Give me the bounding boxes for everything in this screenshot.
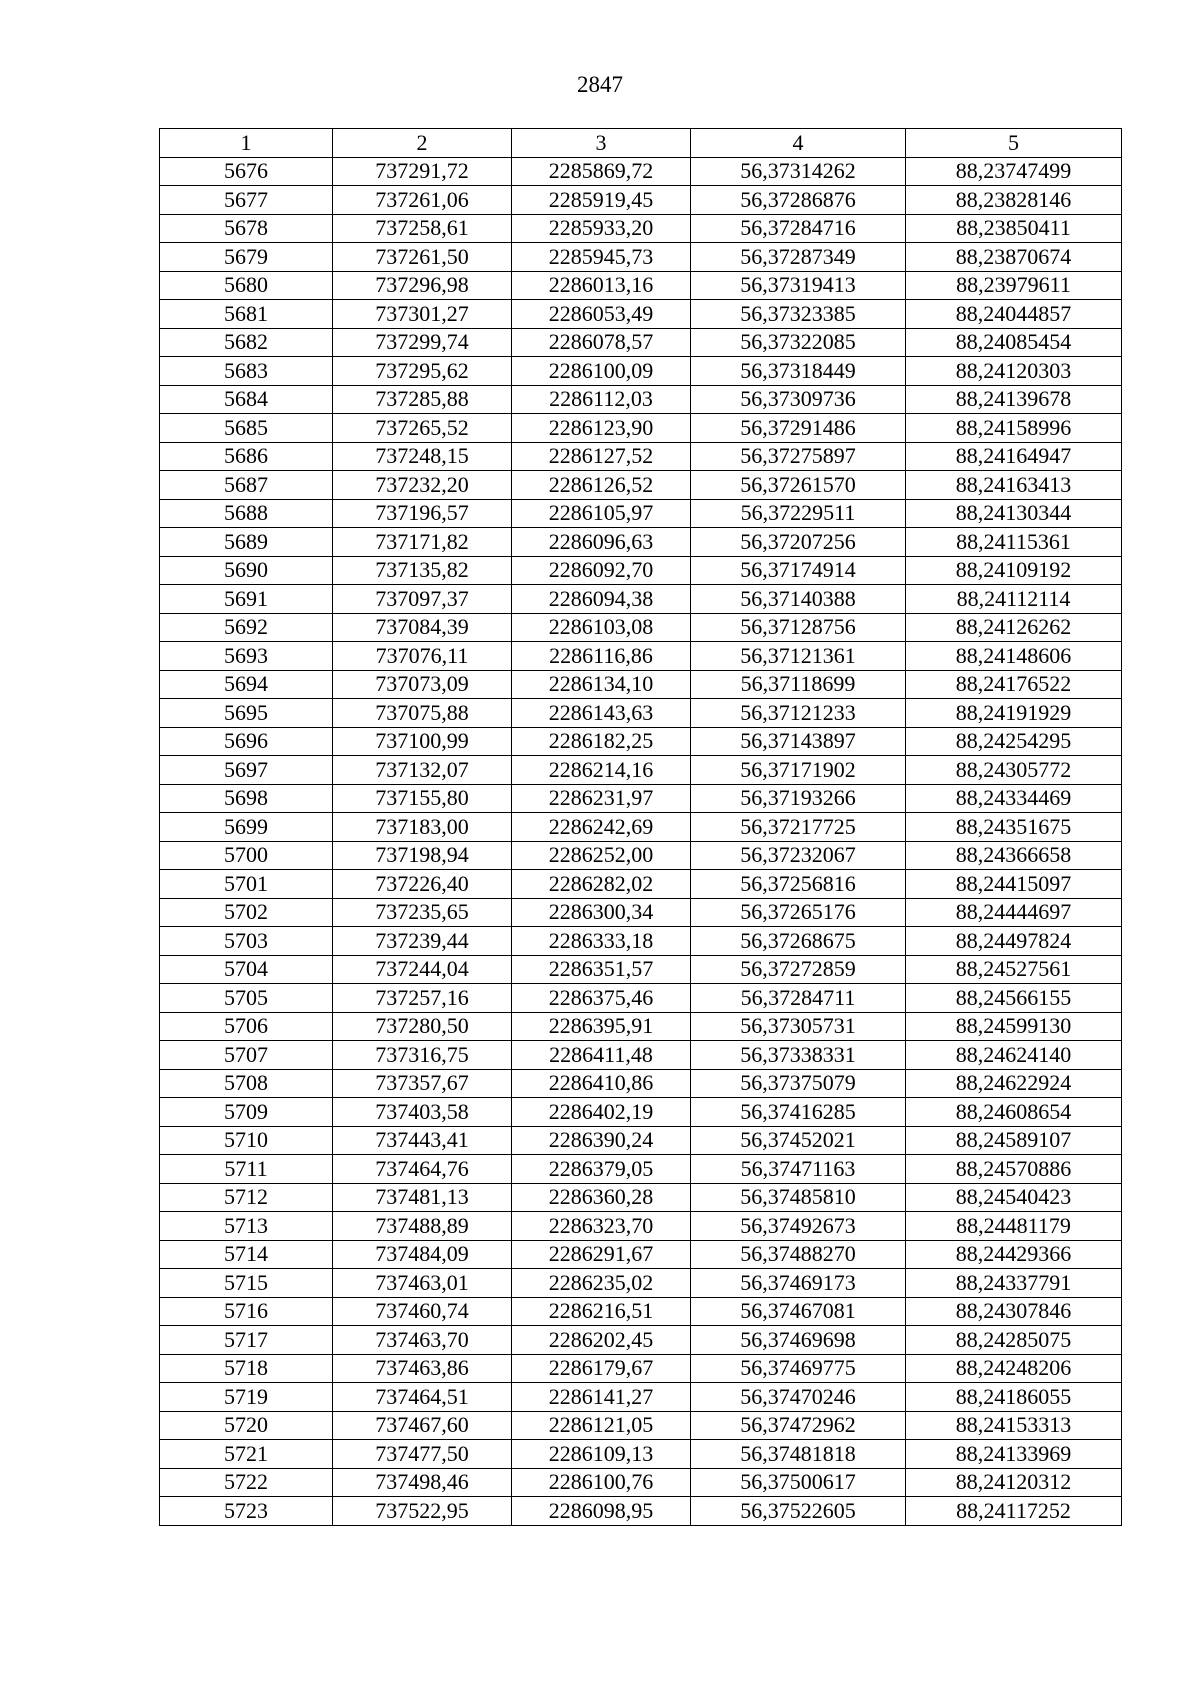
table-cell-col-3: 2285869,72 <box>512 157 691 186</box>
table-row <box>160 699 1122 728</box>
table-cell-col-1: 5703 <box>160 927 333 956</box>
table-cell-col-2: 737257,16 <box>333 984 512 1013</box>
table-cell-col-3: 2286390,24 <box>512 1126 691 1155</box>
table-cell-col-2: 737183,00 <box>333 813 512 842</box>
table-cell-col-4: 56,37319413 <box>691 271 906 300</box>
table-cell-col-3: 2286231,97 <box>512 784 691 813</box>
table-cell-col-4: 56,37323385 <box>691 300 906 329</box>
table-cell-col-5: 88,24429366 <box>906 1240 1122 1269</box>
table-cell-col-4: 56,37193266 <box>691 784 906 813</box>
table-cell-col-4: 56,37452021 <box>691 1126 906 1155</box>
table-row <box>160 186 1122 215</box>
table-row <box>160 442 1122 471</box>
table-cell-col-2: 737463,01 <box>333 1269 512 1298</box>
table-cell-col-2: 737463,86 <box>333 1354 512 1383</box>
column-header-5: 5 <box>906 129 1122 158</box>
table-cell-col-1: 5692 <box>160 613 333 642</box>
table-row <box>160 784 1122 813</box>
table-row <box>160 756 1122 785</box>
table-row <box>160 1212 1122 1241</box>
table-cell-col-4: 56,37217725 <box>691 813 906 842</box>
table-cell-col-5: 88,24608654 <box>906 1098 1122 1127</box>
table-cell-col-4: 56,37338331 <box>691 1041 906 1070</box>
table-cell-col-2: 737135,82 <box>333 556 512 585</box>
table-cell-col-5: 88,24624140 <box>906 1041 1122 1070</box>
table-cell-col-1: 5701 <box>160 870 333 899</box>
table-cell-col-4: 56,37171902 <box>691 756 906 785</box>
table-row <box>160 642 1122 671</box>
table-cell-col-2: 737198,94 <box>333 841 512 870</box>
table-cell-col-1: 5678 <box>160 214 333 243</box>
table-cell-col-3: 2286402,19 <box>512 1098 691 1127</box>
table-cell-col-3: 2286242,69 <box>512 813 691 842</box>
table-row <box>160 328 1122 357</box>
table-cell-col-2: 737295,62 <box>333 357 512 386</box>
table-cell-col-2: 737522,95 <box>333 1497 512 1526</box>
table-cell-col-3: 2286235,02 <box>512 1269 691 1298</box>
table-cell-col-1: 5722 <box>160 1468 333 1497</box>
table-cell-col-3: 2286411,48 <box>512 1041 691 1070</box>
table-cell-col-3: 2285919,45 <box>512 186 691 215</box>
table-row <box>160 1383 1122 1412</box>
table-cell-col-4: 56,37309736 <box>691 385 906 414</box>
table-cell-col-4: 56,37121233 <box>691 699 906 728</box>
table-header-row <box>160 129 1122 158</box>
table-row <box>160 1069 1122 1098</box>
table-cell-col-3: 2286214,16 <box>512 756 691 785</box>
table-cell-col-4: 56,37284711 <box>691 984 906 1013</box>
table-cell-col-5: 88,24366658 <box>906 841 1122 870</box>
table-cell-col-2: 737481,13 <box>333 1183 512 1212</box>
table-cell-col-2: 737484,09 <box>333 1240 512 1269</box>
table-cell-col-2: 737239,44 <box>333 927 512 956</box>
table-cell-col-1: 5714 <box>160 1240 333 1269</box>
table-cell-col-3: 2286375,46 <box>512 984 691 1013</box>
table-cell-col-2: 737488,89 <box>333 1212 512 1241</box>
table-row <box>160 357 1122 386</box>
table-cell-col-3: 2286351,57 <box>512 955 691 984</box>
table-row <box>160 1041 1122 1070</box>
table-cell-col-1: 5681 <box>160 300 333 329</box>
table-cell-col-4: 56,37314262 <box>691 157 906 186</box>
table-cell-col-5: 88,24570886 <box>906 1155 1122 1184</box>
table-row <box>160 984 1122 1013</box>
table-cell-col-3: 2286134,10 <box>512 670 691 699</box>
table-cell-col-5: 88,24599130 <box>906 1012 1122 1041</box>
table-row <box>160 1468 1122 1497</box>
table-cell-col-2: 737196,57 <box>333 499 512 528</box>
page-number: 2847 <box>577 72 623 97</box>
table-cell-col-2: 737291,72 <box>333 157 512 186</box>
table-cell-col-3: 2286100,76 <box>512 1468 691 1497</box>
table-cell-col-3: 2286395,91 <box>512 1012 691 1041</box>
table-cell-col-2: 737100,99 <box>333 727 512 756</box>
table-row <box>160 1155 1122 1184</box>
table-cell-col-4: 56,37471163 <box>691 1155 906 1184</box>
table-cell-col-2: 737244,04 <box>333 955 512 984</box>
table-row <box>160 385 1122 414</box>
table-cell-col-3: 2286013,16 <box>512 271 691 300</box>
table-cell-col-5: 88,23828146 <box>906 186 1122 215</box>
table-cell-col-3: 2286092,70 <box>512 556 691 585</box>
table-row <box>160 955 1122 984</box>
table-cell-col-3: 2286202,45 <box>512 1326 691 1355</box>
table-cell-col-5: 88,24351675 <box>906 813 1122 842</box>
table-cell-col-2: 737280,50 <box>333 1012 512 1041</box>
table-cell-col-3: 2286127,52 <box>512 442 691 471</box>
table-row <box>160 414 1122 443</box>
table-cell-col-5: 88,24307846 <box>906 1297 1122 1326</box>
table-row <box>160 927 1122 956</box>
table-cell-col-1: 5683 <box>160 357 333 386</box>
table-cell-col-2: 737443,41 <box>333 1126 512 1155</box>
table-cell-col-3: 2285945,73 <box>512 243 691 272</box>
table-cell-col-1: 5713 <box>160 1212 333 1241</box>
table-cell-col-5: 88,24481179 <box>906 1212 1122 1241</box>
table-cell-col-3: 2286360,28 <box>512 1183 691 1212</box>
table-cell-col-3: 2286105,97 <box>512 499 691 528</box>
table-row <box>160 1098 1122 1127</box>
table-cell-col-1: 5685 <box>160 414 333 443</box>
table-row <box>160 727 1122 756</box>
table-cell-col-2: 737261,06 <box>333 186 512 215</box>
table-cell-col-1: 5709 <box>160 1098 333 1127</box>
table-cell-col-2: 737235,65 <box>333 898 512 927</box>
table-row <box>160 1012 1122 1041</box>
table-cell-col-2: 737463,70 <box>333 1326 512 1355</box>
table-cell-col-4: 56,37268675 <box>691 927 906 956</box>
table-cell-col-3: 2286410,86 <box>512 1069 691 1098</box>
table-cell-col-4: 56,37467081 <box>691 1297 906 1326</box>
table-cell-col-4: 56,37232067 <box>691 841 906 870</box>
table-cell-col-2: 737075,88 <box>333 699 512 728</box>
coordinates-table <box>159 128 1122 1526</box>
table-cell-col-4: 56,37500617 <box>691 1468 906 1497</box>
table-row <box>160 556 1122 585</box>
table-cell-col-4: 56,37272859 <box>691 955 906 984</box>
table-cell-col-2: 737498,46 <box>333 1468 512 1497</box>
table-cell-col-3: 2286282,02 <box>512 870 691 899</box>
column-header-3: 3 <box>512 129 691 158</box>
table-cell-col-3: 2286053,49 <box>512 300 691 329</box>
table-cell-col-5: 88,24248206 <box>906 1354 1122 1383</box>
table-cell-col-2: 737248,15 <box>333 442 512 471</box>
table-cell-col-1: 5686 <box>160 442 333 471</box>
table-row <box>160 585 1122 614</box>
table-cell-col-4: 56,37287349 <box>691 243 906 272</box>
table-cell-col-4: 56,37492673 <box>691 1212 906 1241</box>
table-cell-col-2: 737232,20 <box>333 471 512 500</box>
table-cell-col-1: 5693 <box>160 642 333 671</box>
table-cell-col-1: 5699 <box>160 813 333 842</box>
table-cell-col-2: 737299,74 <box>333 328 512 357</box>
table-cell-col-5: 88,24117252 <box>906 1497 1122 1526</box>
table-cell-col-2: 737073,09 <box>333 670 512 699</box>
table-cell-col-3: 2286116,86 <box>512 642 691 671</box>
table-cell-col-2: 737265,52 <box>333 414 512 443</box>
table-cell-col-5: 88,24163413 <box>906 471 1122 500</box>
table-cell-col-3: 2286141,27 <box>512 1383 691 1412</box>
table-cell-col-1: 5691 <box>160 585 333 614</box>
table-cell-col-5: 88,24527561 <box>906 955 1122 984</box>
table-cell-col-2: 737316,75 <box>333 1041 512 1070</box>
table-cell-col-4: 56,37485810 <box>691 1183 906 1212</box>
table-cell-col-1: 5718 <box>160 1354 333 1383</box>
table-cell-col-4: 56,37469698 <box>691 1326 906 1355</box>
table-row <box>160 471 1122 500</box>
table-cell-col-2: 737132,07 <box>333 756 512 785</box>
table-cell-col-5: 88,24337791 <box>906 1269 1122 1298</box>
table-cell-col-5: 88,24115361 <box>906 528 1122 557</box>
table-cell-col-5: 88,23850411 <box>906 214 1122 243</box>
table-cell-col-3: 2286291,67 <box>512 1240 691 1269</box>
table-cell-col-3: 2286123,90 <box>512 414 691 443</box>
table-row <box>160 528 1122 557</box>
table-cell-col-1: 5677 <box>160 186 333 215</box>
table-row <box>160 1240 1122 1269</box>
table-cell-col-2: 737261,50 <box>333 243 512 272</box>
table-cell-col-4: 56,37229511 <box>691 499 906 528</box>
table-cell-col-1: 5707 <box>160 1041 333 1070</box>
table-cell-col-3: 2286379,05 <box>512 1155 691 1184</box>
table-row <box>160 499 1122 528</box>
table-cell-col-5: 88,24622924 <box>906 1069 1122 1098</box>
table-cell-col-5: 88,24139678 <box>906 385 1122 414</box>
table-cell-col-2: 737467,60 <box>333 1411 512 1440</box>
table-cell-col-4: 56,37140388 <box>691 585 906 614</box>
table-cell-col-3: 2286143,63 <box>512 699 691 728</box>
table-cell-col-2: 737477,50 <box>333 1440 512 1469</box>
table-cell-col-5: 88,24589107 <box>906 1126 1122 1155</box>
table-row <box>160 300 1122 329</box>
table-cell-col-3: 2286112,03 <box>512 385 691 414</box>
table-cell-col-4: 56,37284716 <box>691 214 906 243</box>
table-cell-col-3: 2286333,18 <box>512 927 691 956</box>
table-cell-col-4: 56,37469173 <box>691 1269 906 1298</box>
table-row <box>160 1297 1122 1326</box>
table-cell-col-3: 2286252,00 <box>512 841 691 870</box>
table-row <box>160 271 1122 300</box>
table-cell-col-1: 5700 <box>160 841 333 870</box>
table-cell-col-1: 5680 <box>160 271 333 300</box>
table-cell-col-4: 56,37291486 <box>691 414 906 443</box>
table-cell-col-1: 5720 <box>160 1411 333 1440</box>
table-row <box>160 1411 1122 1440</box>
table-cell-col-1: 5690 <box>160 556 333 585</box>
table-cell-col-5: 88,24085454 <box>906 328 1122 357</box>
table-cell-col-2: 737258,61 <box>333 214 512 243</box>
table-cell-col-4: 56,37305731 <box>691 1012 906 1041</box>
table-cell-col-3: 2286126,52 <box>512 471 691 500</box>
table-cell-col-4: 56,37318449 <box>691 357 906 386</box>
table-cell-col-5: 88,24164947 <box>906 442 1122 471</box>
table-cell-col-1: 5706 <box>160 1012 333 1041</box>
table-cell-col-2: 737464,51 <box>333 1383 512 1412</box>
table-cell-col-4: 56,37470246 <box>691 1383 906 1412</box>
table-cell-col-5: 88,24305772 <box>906 756 1122 785</box>
table-cell-col-1: 5716 <box>160 1297 333 1326</box>
table-cell-col-4: 56,37261570 <box>691 471 906 500</box>
table-cell-col-2: 737226,40 <box>333 870 512 899</box>
table-cell-col-4: 56,37286876 <box>691 186 906 215</box>
table-cell-col-5: 88,24044857 <box>906 300 1122 329</box>
table-cell-col-3: 2286103,08 <box>512 613 691 642</box>
table-cell-col-4: 56,37256816 <box>691 870 906 899</box>
table-cell-col-4: 56,37128756 <box>691 613 906 642</box>
table-cell-col-3: 2286182,25 <box>512 727 691 756</box>
table-cell-col-4: 56,37275897 <box>691 442 906 471</box>
table-cell-col-4: 56,37469775 <box>691 1354 906 1383</box>
table-cell-col-5: 88,24126262 <box>906 613 1122 642</box>
table-cell-col-1: 5679 <box>160 243 333 272</box>
table-cell-col-3: 2286323,70 <box>512 1212 691 1241</box>
table-cell-col-1: 5715 <box>160 1269 333 1298</box>
table-cell-col-4: 56,37472962 <box>691 1411 906 1440</box>
table-cell-col-1: 5719 <box>160 1383 333 1412</box>
table-cell-col-3: 2286179,67 <box>512 1354 691 1383</box>
table-cell-col-1: 5684 <box>160 385 333 414</box>
table-cell-col-3: 2286094,38 <box>512 585 691 614</box>
coordinates-table-body <box>160 129 1122 1526</box>
column-header-1: 1 <box>160 129 333 158</box>
table-row <box>160 157 1122 186</box>
table-row <box>160 1183 1122 1212</box>
table-cell-col-1: 5697 <box>160 756 333 785</box>
table-row <box>160 1126 1122 1155</box>
table-row <box>160 841 1122 870</box>
table-cell-col-1: 5696 <box>160 727 333 756</box>
table-cell-col-5: 88,24191929 <box>906 699 1122 728</box>
table-row <box>160 1326 1122 1355</box>
table-cell-col-1: 5708 <box>160 1069 333 1098</box>
table-cell-col-5: 88,24285075 <box>906 1326 1122 1355</box>
table-cell-col-5: 88,24120312 <box>906 1468 1122 1497</box>
table-cell-col-5: 88,24186055 <box>906 1383 1122 1412</box>
table-cell-col-4: 56,37265176 <box>691 898 906 927</box>
table-row <box>160 243 1122 272</box>
table-cell-col-1: 5676 <box>160 157 333 186</box>
table-cell-col-4: 56,37481818 <box>691 1440 906 1469</box>
table-cell-col-3: 2286096,63 <box>512 528 691 557</box>
table-cell-col-2: 737171,82 <box>333 528 512 557</box>
table-cell-col-5: 88,24148606 <box>906 642 1122 671</box>
table-cell-col-2: 737460,74 <box>333 1297 512 1326</box>
table-cell-col-4: 56,37121361 <box>691 642 906 671</box>
table-row <box>160 1354 1122 1383</box>
table-cell-col-4: 56,37416285 <box>691 1098 906 1127</box>
table-cell-col-3: 2285933,20 <box>512 214 691 243</box>
table-cell-col-1: 5710 <box>160 1126 333 1155</box>
table-cell-col-1: 5723 <box>160 1497 333 1526</box>
table-cell-col-5: 88,23747499 <box>906 157 1122 186</box>
table-row <box>160 813 1122 842</box>
table-cell-col-1: 5702 <box>160 898 333 927</box>
table-cell-col-2: 737155,80 <box>333 784 512 813</box>
table-cell-col-5: 88,24109192 <box>906 556 1122 585</box>
table-cell-col-3: 2286300,34 <box>512 898 691 927</box>
table-row <box>160 898 1122 927</box>
table-cell-col-5: 88,23870674 <box>906 243 1122 272</box>
table-cell-col-5: 88,24112114 <box>906 585 1122 614</box>
table-cell-col-4: 56,37488270 <box>691 1240 906 1269</box>
table-cell-col-5: 88,24158996 <box>906 414 1122 443</box>
table-cell-col-1: 5687 <box>160 471 333 500</box>
table-cell-col-2: 737076,11 <box>333 642 512 671</box>
table-cell-col-5: 88,24444697 <box>906 898 1122 927</box>
table-row <box>160 870 1122 899</box>
table-row <box>160 1497 1122 1526</box>
table-cell-col-2: 737301,27 <box>333 300 512 329</box>
table-cell-col-2: 737296,98 <box>333 271 512 300</box>
table-cell-col-1: 5704 <box>160 955 333 984</box>
table-cell-col-5: 88,24130344 <box>906 499 1122 528</box>
table-cell-col-5: 88,24497824 <box>906 927 1122 956</box>
table-row <box>160 214 1122 243</box>
table-cell-col-1: 5695 <box>160 699 333 728</box>
table-cell-col-2: 737403,58 <box>333 1098 512 1127</box>
table-cell-col-4: 56,37375079 <box>691 1069 906 1098</box>
table-cell-col-1: 5721 <box>160 1440 333 1469</box>
table-cell-col-1: 5705 <box>160 984 333 1013</box>
table-cell-col-4: 56,37322085 <box>691 328 906 357</box>
column-header-4: 4 <box>691 129 906 158</box>
table-cell-col-1: 5717 <box>160 1326 333 1355</box>
table-cell-col-4: 56,37522605 <box>691 1497 906 1526</box>
table-cell-col-5: 88,24540423 <box>906 1183 1122 1212</box>
table-cell-col-1: 5694 <box>160 670 333 699</box>
table-cell-col-1: 5688 <box>160 499 333 528</box>
table-cell-col-5: 88,24176522 <box>906 670 1122 699</box>
table-cell-col-2: 737285,88 <box>333 385 512 414</box>
table-cell-col-5: 88,23979611 <box>906 271 1122 300</box>
table-cell-col-2: 737357,67 <box>333 1069 512 1098</box>
table-cell-col-5: 88,24254295 <box>906 727 1122 756</box>
table-cell-col-2: 737097,37 <box>333 585 512 614</box>
table-cell-col-3: 2286078,57 <box>512 328 691 357</box>
table-cell-col-1: 5698 <box>160 784 333 813</box>
table-cell-col-3: 2286121,05 <box>512 1411 691 1440</box>
table-cell-col-1: 5689 <box>160 528 333 557</box>
table-row <box>160 1440 1122 1469</box>
table-cell-col-5: 88,24566155 <box>906 984 1122 1013</box>
table-cell-col-2: 737084,39 <box>333 613 512 642</box>
table-cell-col-3: 2286100,09 <box>512 357 691 386</box>
table-cell-col-5: 88,24133969 <box>906 1440 1122 1469</box>
table-row <box>160 613 1122 642</box>
table-cell-col-5: 88,24153313 <box>906 1411 1122 1440</box>
table-cell-col-4: 56,37143897 <box>691 727 906 756</box>
table-cell-col-3: 2286109,13 <box>512 1440 691 1469</box>
table-row <box>160 670 1122 699</box>
table-row <box>160 1269 1122 1298</box>
table-cell-col-4: 56,37174914 <box>691 556 906 585</box>
table-cell-col-1: 5711 <box>160 1155 333 1184</box>
table-cell-col-4: 56,37118699 <box>691 670 906 699</box>
table-cell-col-1: 5712 <box>160 1183 333 1212</box>
table-cell-col-3: 2286098,95 <box>512 1497 691 1526</box>
column-header-2: 2 <box>333 129 512 158</box>
table-cell-col-1: 5682 <box>160 328 333 357</box>
table-cell-col-5: 88,24120303 <box>906 357 1122 386</box>
table-cell-col-5: 88,24415097 <box>906 870 1122 899</box>
table-cell-col-2: 737464,76 <box>333 1155 512 1184</box>
table-cell-col-3: 2286216,51 <box>512 1297 691 1326</box>
table-cell-col-5: 88,24334469 <box>906 784 1122 813</box>
table-cell-col-4: 56,37207256 <box>691 528 906 557</box>
